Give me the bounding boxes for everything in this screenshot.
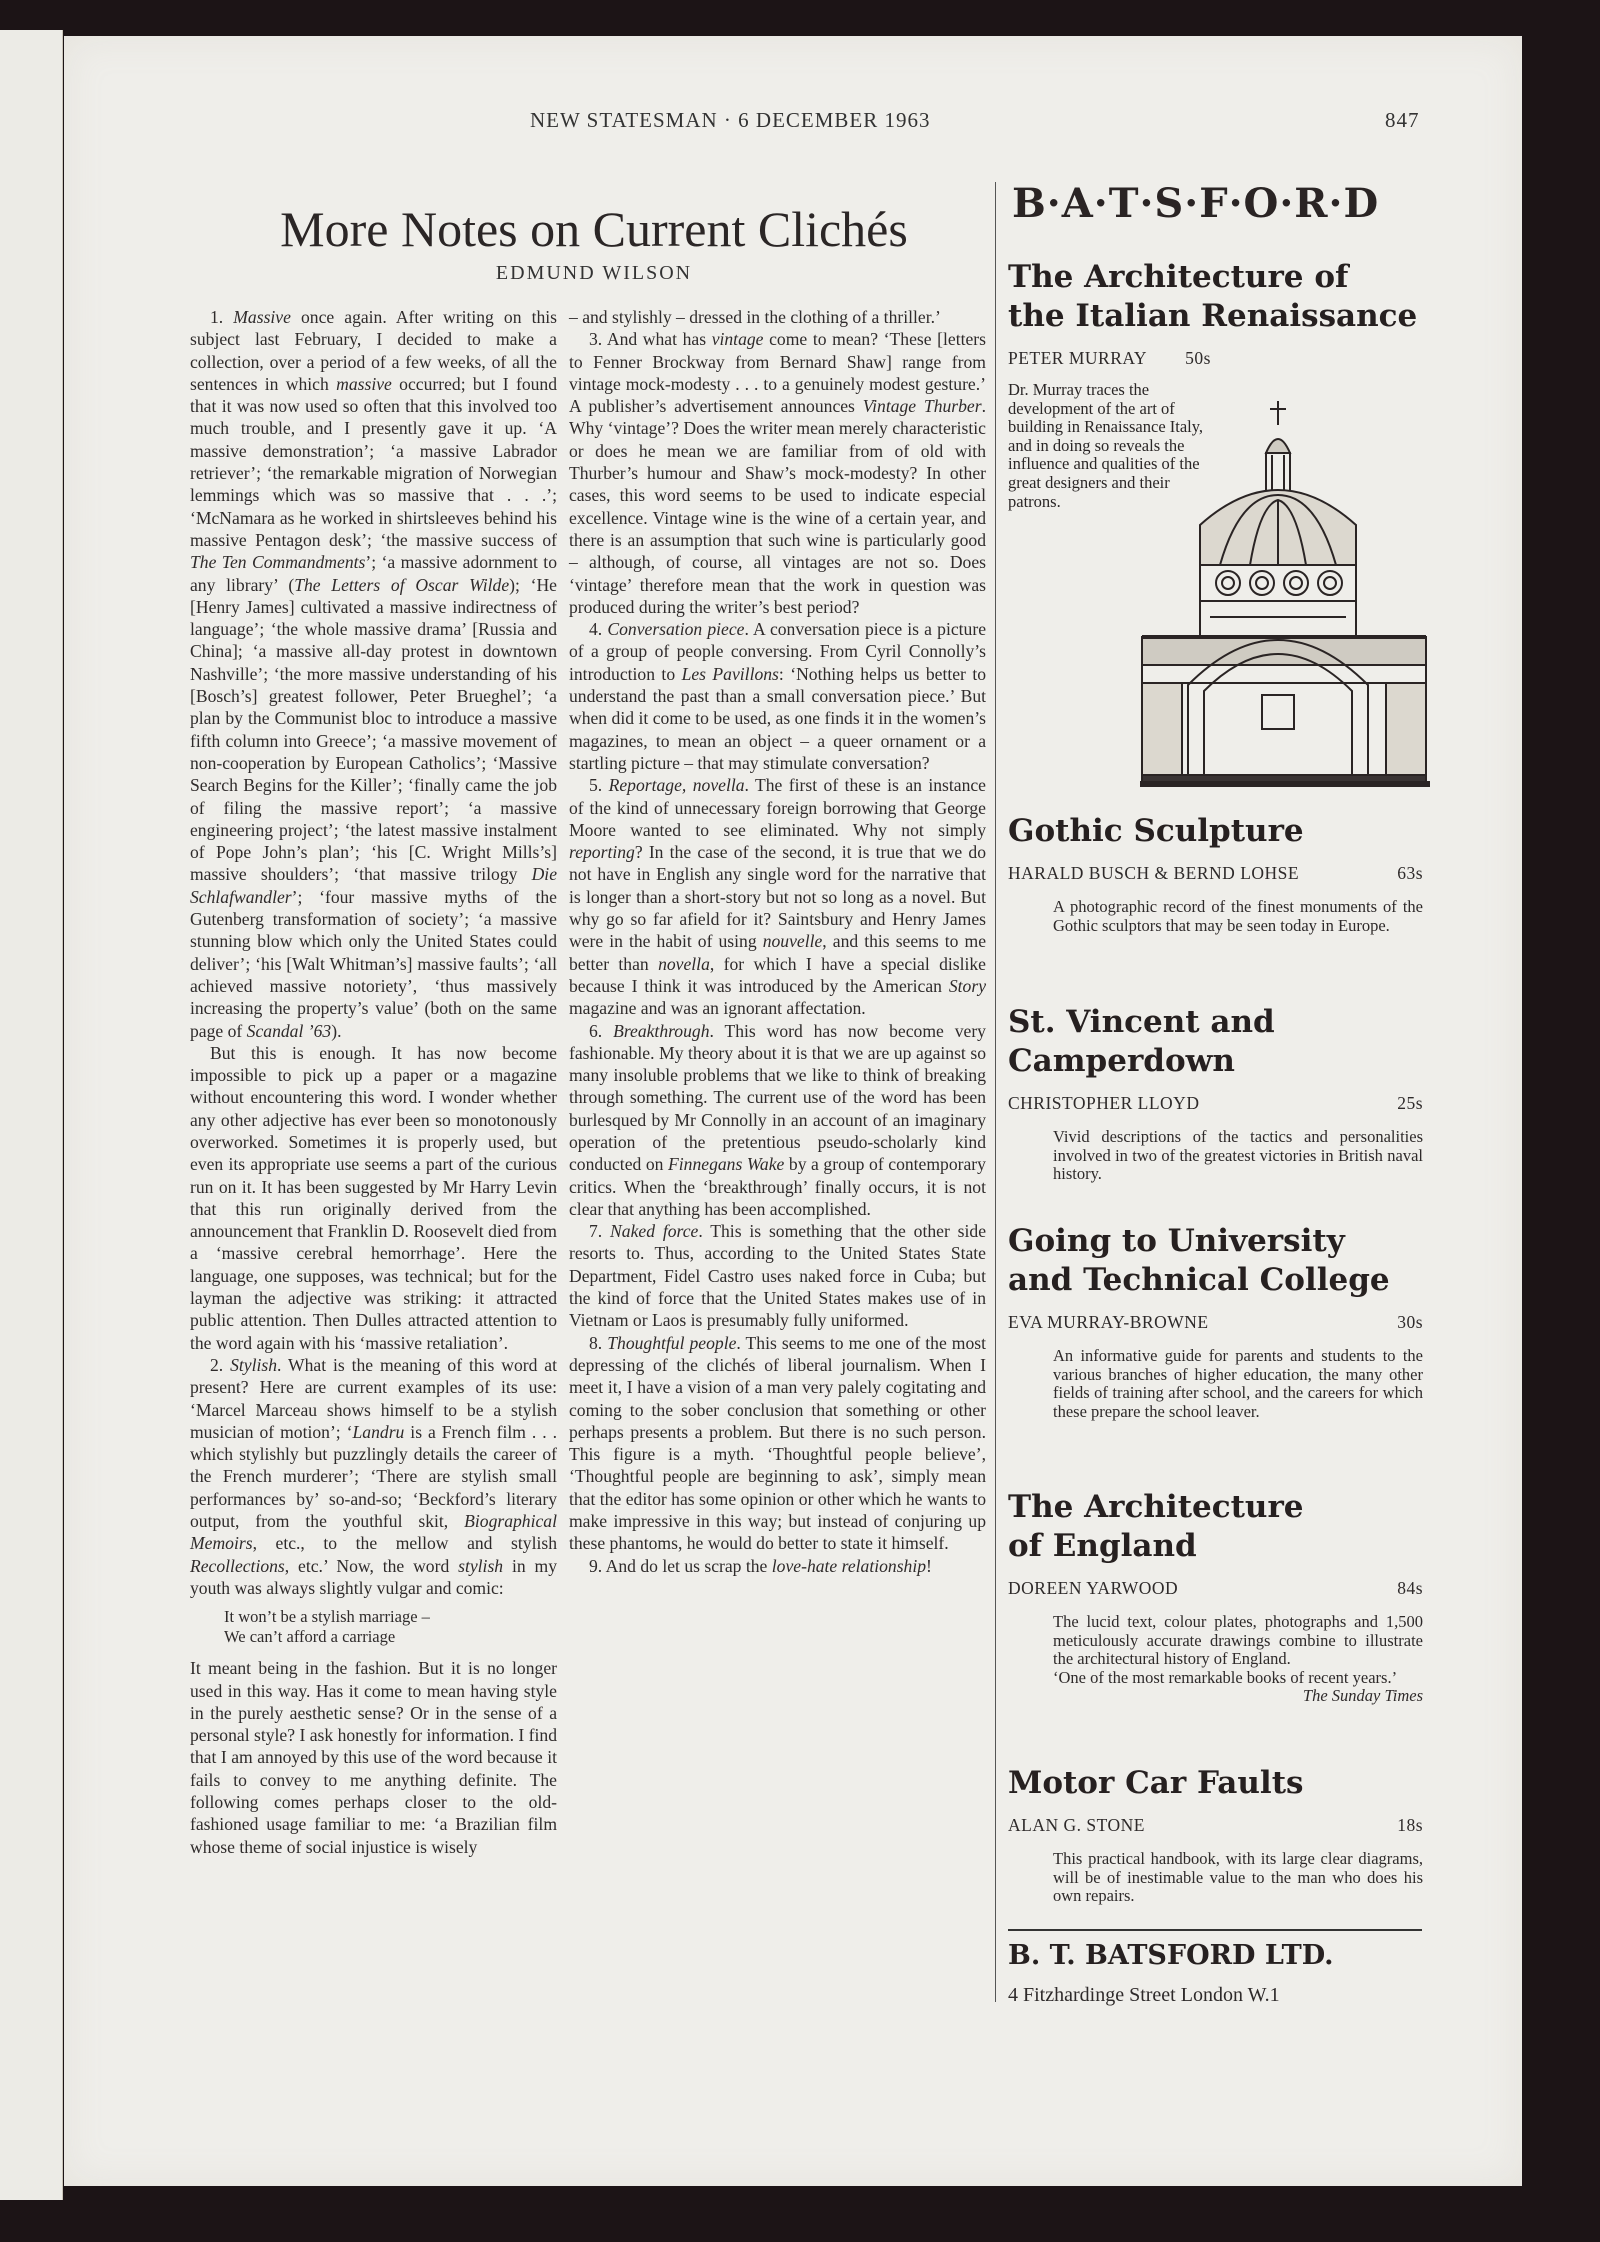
book-title: Gothic Sculpture xyxy=(1008,813,1304,849)
book-price: 30s xyxy=(1397,1312,1423,1332)
ad-book-motor-car-faults xyxy=(1008,1764,1423,1906)
book-blurb: An informative guide for parents and students to the various branches of higher education, the many other fields of training after school, and the careers for which these prepare the school leaver. xyxy=(1053,1346,1423,1421)
paragraph-vintage: 3. And what has vintage come to mean? ‘These [letters to Fenner Brockway from Bernard Shaw] range from vintage mock-modesty . . . to a genuinely modest gesture.’ A publisher’s advertisement announces Vintage Thurber. Why ‘vintage’? Does the writer mean merely characteristic or does he mean we are familiar from of old with Thurber’s humour and Shaw’s mock-modesty? In other cases, this word seems to be used to indicate especial excellence. Vintage wine is the wine of a certain year, and there is an assumption that such wine is particularly good – although, of course, all vintages are not so. Does ‘vintage’ therefore mean that the work in question was produced during the writer’s best period? xyxy=(569,329,986,617)
book-author: PETER MURRAY xyxy=(1008,348,1148,368)
renaissance-church-illustration xyxy=(1140,395,1430,787)
running-title: NEW STATESMAN · 6 DECEMBER 1963 xyxy=(530,108,931,132)
book-blurb: The lucid text, colour plates, photographs and 1,500 meticulously accurate drawings combine to illustrate the architectural history of England. ‘One of the most remarkable books of recent years.’ The Sunday Times xyxy=(1053,1612,1423,1705)
book-price: 25s xyxy=(1397,1093,1423,1113)
book-author-price xyxy=(1008,863,1423,884)
review-quote: ‘One of the most remarkable books of recent years.’ xyxy=(1053,1667,1398,1687)
article-title: More Notes on Current Clichés xyxy=(280,201,908,257)
paragraph-reportage: 5. Reportage, novella. The first of these is an instance of the kind of unnecessary foreign borrowing that George Moore wanted to see eliminated. Why not simply reporting? In the case of the second, it is true that we do not have in English any single word for the narrative that is longer than a short-story but not so long as a novel. But why go so far afield for it? Saintsbury and Henry James were in the habit of using nouvelle, and this seems to me better than novella, for which I have a special dislike because I think it was introduced by the American Story magazine and was an ignorant affectation. xyxy=(569,775,987,1019)
ad-book-st-vincent xyxy=(1008,1003,1423,1184)
book-blurb: A photographic record of the finest monuments of the Gothic sculptors that may be seen today in Europe. xyxy=(1053,897,1423,935)
paragraph-naked-force: 7. Naked force. This is something that the other side resorts to. Thus, according to the United States State Department, Fidel Castro uses naked force in Cuba; but the kind of force that the United States makes use of in Vietnam or Laos is presumably fully uniformed. xyxy=(569,1221,986,1331)
book-price: 18s xyxy=(1397,1815,1423,1835)
article-column-1 xyxy=(190,306,557,1858)
book-author-price xyxy=(1008,1093,1423,1114)
book-author: CHRISTOPHER LLOYD xyxy=(1008,1093,1200,1113)
book-title: Going to University and Technical College xyxy=(1008,1223,1390,1298)
book-price: 84s xyxy=(1397,1578,1423,1598)
book-title: The Architecture of the Italian Renaissance xyxy=(1008,259,1418,334)
page-number: 847 xyxy=(1385,108,1420,132)
book-author: EVA MURRAY-BROWNE xyxy=(1008,1312,1209,1332)
paragraph-breakthrough: 6. Breakthrough. This word has now become very fashionable. My theory about it is that we are up against so many insoluble problems that we like to think of breaking through something. The current use of the word has been burlesqued by Mr Connolly in an account of an imaginary operation of the pretentious pseudo-scholarly kind conducted on Finnegans Wake by a group of contemporary critics. When the ‘breakthrough’ finally occurs, it is not clear that anything has been accomplished. xyxy=(569,1020,986,1219)
publisher-name: B. T. BATSFORD LTD. xyxy=(1008,1940,1334,1971)
book-title: Motor Car Faults xyxy=(1008,1765,1304,1801)
book-price: 50s xyxy=(1185,348,1211,368)
book-blurb: Dr. Murray traces the development of the art of building in Renaissance Italy, and in doing so reveals the influence and qualities of the great designers and their patrons. xyxy=(1008,380,1204,511)
book-title: St. Vincent and Camperdown xyxy=(1008,1004,1275,1079)
book-author: DOREEN YARWOOD xyxy=(1008,1578,1179,1598)
facing-page-edge xyxy=(0,30,63,2200)
publisher-divider xyxy=(1008,1929,1422,1931)
book-title: The Architecture of England xyxy=(1008,1489,1304,1564)
paragraph-massive-continued: But this is enough. It has now become impossible to pick up a paper or a magazine without encountering this word. I wonder whether any other adjective has ever been so monotonously overworked. Sometimes it is properly used, but even its appropriate use seems a part of the curious run on it. It has been suggested by Mr Harry Levin that this run originally derived from the announcement that Franklin D. Roosevelt died from a ‘massive cerebral hemorrhage’. Here the language, one supposes, was technical; but for the layman the adjective was striking: it attracted public attention. Then Dulles attracted attention to the word again with his ‘massive retaliation’. xyxy=(190,1042,557,1353)
ad-book-gothic-sculpture xyxy=(1008,812,1423,935)
book-price: 63s xyxy=(1397,863,1423,883)
batsford-brand: B·A·T·S·F·O·R·D xyxy=(1012,180,1380,227)
book-author: ALAN G. STONE xyxy=(1008,1815,1145,1835)
publisher-address: 4 Fitzhardinge Street London W.1 xyxy=(1008,1984,1280,2006)
article-byline: EDMUND WILSON xyxy=(495,262,693,284)
book-author-price xyxy=(1008,1578,1423,1599)
book-blurb: Vivid descriptions of the tactics and personalities involved in two of the greatest victories in British naval history. xyxy=(1053,1127,1423,1183)
article-column-2 xyxy=(569,306,986,1577)
paragraph-conversation-piece: 4. Conversation piece. A conversation piece is a picture of a group of people conversing. From Cyril Connolly’s introduction to Les Pavillons: ‘Nothing helps us better to understand the past than a small conversation piece.’ But when did it come to be used, as one finds it in the women’s magazines, to mean an object – a queer ornament or a startling picture – that may stimulate conversation? xyxy=(569,619,987,773)
paragraph-massive: 1. Massive once again. After writing on this subject last February, I decided to make a collection, over a period of a few weeks, of all the sentences in which massive occurred; but I found that it was now used so often that this involved too much trouble, and I presently gave it up. ‘A massive demonstration’; ‘a massive Labrador retriever’; ‘the remarkable migration of Norwegian lemmings which was so massive that . . .’; ‘McNamara as he worked in shirtsleeves behind his massive Pentagon desk’; ‘the massive success of The Ten Commandments’; ‘a massive adornment to any library’ (The Letters of Oscar Wilde); ‘He [Henry James] cultivated a massive indirectness of language’; ‘the whole massive drama’ [Russia and China]; ‘a massive all-day protest in downtown Nashville’; ‘the more massive understanding of his [Bosch’s] greatest follower, Peter Brueghel’; ‘a plan by the Communist bloc to introduce a massive fifth column into Greece’; ‘a massive movement of non-cooperation by European Catholics’; ‘Massive Search Begins for the Killer’; ‘finally came the job of filing the massive report’; ‘a massive engineering project’; ‘the latest massive instalment of Pope John’s plan’; ‘his [C. Wright Mills’s] massive shoulders’; ‘that massive trilogy Die Schlafwandler’; ‘four massive myths of the Gutenberg transformation of society’; ‘a massive stunning blow which only the United States could deliver’; ‘his [Walt Whitman’s] massive faults’; ‘all achieved massive notoriety’, ‘thus massively increasing the property’s value’ (both on the same page of Scandal ’63). xyxy=(190,307,558,1041)
ad-book-going-to-university xyxy=(1008,1222,1423,1421)
book-blurb: This practical handbook, with its large clear diagrams, will be of inestimable value to the man who does his own repairs. xyxy=(1053,1849,1423,1905)
paragraph-stylish-continued: It meant being in the fashion. But it is no longer used in this way. Has it come to mean having style in the purely aesthetic sense? Or in the sense of a personal style? I ask honestly for information. I find that I am annoyed by this use of the word because it fails to convey to me anything definite. The following comes perhaps closer to the old-fashioned usage familiar to me: ‘a Brazilian film whose theme of social injustice is wisely xyxy=(190,1658,557,1857)
book-author: HARALD BUSCH & BERND LOHSE xyxy=(1008,863,1300,883)
book-author-price xyxy=(1008,1312,1423,1333)
book-author-price xyxy=(1008,1815,1423,1836)
advertisement-divider xyxy=(995,182,996,2002)
ad-book-architecture-england xyxy=(1008,1488,1423,1706)
paragraph-love-hate: 9. And do let us scrap the love-hate relationship! xyxy=(589,1555,932,1576)
review-source: The Sunday Times xyxy=(1302,1686,1423,1705)
paragraph-thoughtful-people: 8. Thoughtful people. This seems to me one of the most depressing of the clichés of liberal journalism. When I meet it, I have a vision of a man very palely cogitating and coming to the sober conclusion that something or other perhaps presents a problem. But there is no such person. This figure is a myth. ‘Thoughtful people believe’, ‘Thoughtful people are beginning to ask’, simply mean that the editor has some opinion or other which he wants to make impressive in this way; but instead of conjuring up these phantoms, he would do better to state it himself. xyxy=(569,1332,987,1554)
paragraph-continuation: – and stylishly – dressed in the clothing of a thriller.’ xyxy=(569,307,941,327)
book-author-price xyxy=(1008,348,1423,369)
paragraph-stylish: 2. Stylish. What is the meaning of this word at present? Here are current examples of its use: ‘Marcel Marceau shows himself to be a stylish musician of motion’; ‘Landru is a French film . . . which stylishly but puzzlingly details the career of the French murderer’; ‘There are stylish small performances by’ so-and-so; ‘Beckford’s literary output, from the youthful skit, Biographical Memoirs, etc., to the mellow and stylish Recollections, etc.’ Now, the word stylish in my youth was always slightly vulgar and comic: xyxy=(190,1354,558,1598)
verse-quote: It won’t be a stylish marriage – We can’t afford a carriage xyxy=(224,1607,430,1647)
